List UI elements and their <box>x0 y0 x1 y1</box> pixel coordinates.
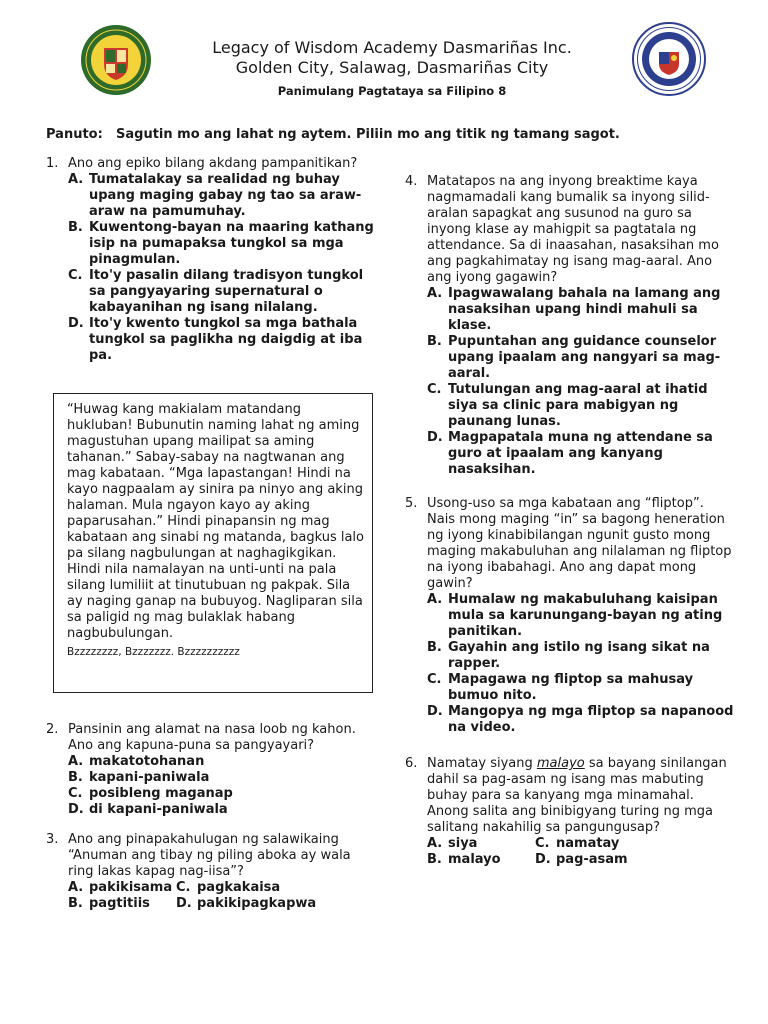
option-letter: D. <box>427 704 443 719</box>
option-letter: C. <box>535 836 550 851</box>
school-address: Golden City, Salawag, Dasmariñas City <box>235 58 549 77</box>
option-letter: C. <box>68 786 83 801</box>
deped-seal-icon <box>632 22 706 96</box>
option <box>427 382 735 430</box>
option-text: di kapani-paniwala <box>89 802 228 817</box>
option-grid <box>427 836 735 868</box>
question-stem: Matatapos na ang inyong breaktime kaya nagmamadali kang bumalik sa inyong silid-aralan sapagkat ang susunod na guro sa inyong klase ay mahigpit sa pagtatala ng attendance. Sa di inaasahan, nasaksihan mo ang pagkahimatay ng isang mag-aaral. Ano ang iyong gagawin? <box>427 174 719 285</box>
option-text: Mapagawa ng fliptop sa mahusay bumuo nito. <box>448 672 694 703</box>
option-text: malayo <box>448 852 501 867</box>
option <box>427 592 735 640</box>
option-letter: D. <box>427 430 443 445</box>
option-letter: B. <box>68 896 83 911</box>
option-letter: D. <box>176 896 192 911</box>
instructions-label: Panuto: <box>46 127 103 142</box>
question-number: 5. <box>405 496 418 511</box>
question-stem: Usong-uso sa mga kabataan ang “fliptop”. Nais mong maging “in” sa bagong heneration ng iyong kinabibilangan ngunit gusto mong maging makabuluhan ang nilalaman ng fliptop na iyong ibabahagi. Ano ang dapat mong gawin? <box>427 496 732 591</box>
passage-buzz: Bzzzzzzzz, Bzzzzzzz. Bzzzzzzzzzz <box>67 646 240 658</box>
option <box>535 836 645 852</box>
option-text: Ito'y pasalin dilang tradisyon tungkol sa pangyayaring supernatural o kabayanihan ng isang nilalang. <box>89 268 364 315</box>
option <box>68 802 376 818</box>
school-name: Legacy of Wisdom Academy Dasmariñas Inc. <box>212 38 572 57</box>
option <box>68 220 376 268</box>
option-letter: A. <box>68 172 84 187</box>
option-letter: A. <box>427 286 443 301</box>
option-letter: B. <box>427 334 442 349</box>
question-3 <box>46 832 376 912</box>
legend-passage-box <box>53 393 373 693</box>
stem-underlined-word: malayo <box>536 756 585 771</box>
option-letter: A. <box>68 754 84 769</box>
option-letter: A. <box>427 592 443 607</box>
option-text: Kuwentong-bayan na maaring kathang isip na pumapaksa tungkol sa mga pinagmulan. <box>89 220 374 267</box>
question-4 <box>405 174 735 478</box>
left-column <box>46 156 376 364</box>
option-text: Pupuntahan ang guidance counselor upang ipaalam ang nangyari sa mag-aaral. <box>448 334 721 381</box>
option-text: Ito'y kwento tungkol sa mga bathala tungkol sa paglikha ng daigdig at iba pa. <box>89 316 363 363</box>
question-2 <box>46 722 376 818</box>
option-text: Gayahin ang istilo ng isang sikat na rapper. <box>448 640 710 671</box>
question-number: 1. <box>46 156 59 171</box>
question-6 <box>405 756 735 868</box>
option-text: Mangopya ng mga fliptop sa napanood na video. <box>448 704 734 735</box>
option-letter: B. <box>427 640 442 655</box>
option-letter: A. <box>68 880 84 895</box>
option-text: Tutulungan ang mag-aaral at ihatid siya sa clinic para mabigyan ng paunang lunas. <box>448 382 708 429</box>
option <box>176 896 317 912</box>
option-letter: D. <box>68 802 84 817</box>
question-stem: Ano ang pinapakahulugan ng salawikaing “Anuman ang tibay ng piling aboka ay wala ring lakas kapag nag-iisa”? <box>68 832 351 879</box>
option <box>68 770 376 786</box>
option-text: pag-asam <box>556 852 628 867</box>
option <box>68 896 176 912</box>
option <box>68 880 176 896</box>
option <box>535 852 645 868</box>
stem-after: sa bayang sinilangan dahil sa pag-asam ng isang mas mabuting buhay para sa kanyang mga minamahal. Anong salita ang binibigyang turing ng mga salitang nakahilig sa pangungusap? <box>427 756 727 835</box>
right-column <box>405 174 735 868</box>
option <box>427 334 735 382</box>
option-letter: C. <box>427 382 442 397</box>
instructions <box>46 127 620 142</box>
option <box>427 640 735 672</box>
stem-before: Namatay siyang <box>427 756 537 771</box>
option-text: Tumatalakay sa realidad ng buhay upang maging gabay ng tao sa araw-araw na pamumuhay. <box>89 172 362 219</box>
option-text: pakikipagkapwa <box>197 896 317 911</box>
option-text: makatotohanan <box>89 754 205 769</box>
option <box>176 880 286 896</box>
option-text: posibleng maganap <box>89 786 233 801</box>
option-letter: D. <box>535 852 551 867</box>
school-logo-icon <box>80 24 152 96</box>
option-letter: A. <box>427 836 443 851</box>
option-letter: D. <box>68 316 84 331</box>
option <box>427 836 535 852</box>
option-text: Ipagwawalang bahala na lamang ang nasaksihan upang hindi mahuli sa klase. <box>448 286 721 333</box>
question-number: 6. <box>405 756 418 771</box>
option <box>68 754 376 770</box>
question-stem: Pansinin ang alamat na nasa loob ng kahon. Ano ang kapuna-puna sa pangyayari? <box>68 722 356 753</box>
option <box>427 430 735 478</box>
question-number: 2. <box>46 722 59 737</box>
question-stem: Ano ang epiko bilang akdang pampanitikan? <box>68 156 358 171</box>
option-text: pagkakaisa <box>197 880 281 895</box>
option <box>68 786 376 802</box>
question-number: 4. <box>405 174 418 189</box>
left-column-lower <box>46 722 376 912</box>
option <box>68 172 376 220</box>
option <box>427 286 735 334</box>
question-1 <box>46 156 376 364</box>
option <box>68 316 376 364</box>
option-text: pagtitiis <box>89 896 150 911</box>
option-letter: C. <box>176 880 191 895</box>
option-letter: C. <box>427 672 442 687</box>
option-grid <box>68 880 376 912</box>
option-text: Humalaw ng makabuluhang kaisipan mula sa karunungang-bayan ng ating panitikan. <box>448 592 723 639</box>
passage-text: “Huwag kang makialam matandang hukluban! Bubunutin naming lahat ng aming magustuhan upang mailipat sa aming tahanan.” Sabay-sabay na nagtwanan ang mag kabataan. “Mga lapastangan! Hindi na kayo nagpaalam ay sinira pa ninyo ang aking halaman. Mula ngayon kayo ay aking paparusahan.” Hindi pinapansin ng mag kabataan ang sinabi ng matanda, bagkus lalo pa silang nagbulungan at naghagikgikan. Hindi nila namalayan na unti-unti na pala silang lumiliit at tinutubuan ng pakpak. Sila ay naging ganap na bubuyog. Nagliparan sila sa paligid ng mag bulaklak habang nagbubulungan. <box>67 402 364 641</box>
question-stem <box>427 756 735 836</box>
exam-title: Panimulang Pagtataya sa Filipino 8 <box>277 84 507 98</box>
option-text: kapani-paniwala <box>89 770 210 785</box>
document-header <box>160 38 624 98</box>
question-number: 3. <box>46 832 59 847</box>
question-5 <box>405 496 735 736</box>
option <box>427 704 735 736</box>
option <box>427 672 735 704</box>
instructions-text: Sagutin mo ang lahat ng aytem. Piliin mo ang titik ng tamang sagot. <box>116 127 620 142</box>
option-letter: B. <box>427 852 442 867</box>
option <box>427 852 535 868</box>
option-text: namatay <box>556 836 620 851</box>
option-text: Magpapatala muna ng attendane sa guro at ipaalam ang kanyang nasaksihan. <box>448 430 713 477</box>
option-letter: B. <box>68 770 83 785</box>
option-text: siya <box>448 836 478 851</box>
option-text: pakikisama <box>89 880 173 895</box>
option-letter: C. <box>68 268 83 283</box>
option-letter: B. <box>68 220 83 235</box>
option <box>68 268 376 316</box>
